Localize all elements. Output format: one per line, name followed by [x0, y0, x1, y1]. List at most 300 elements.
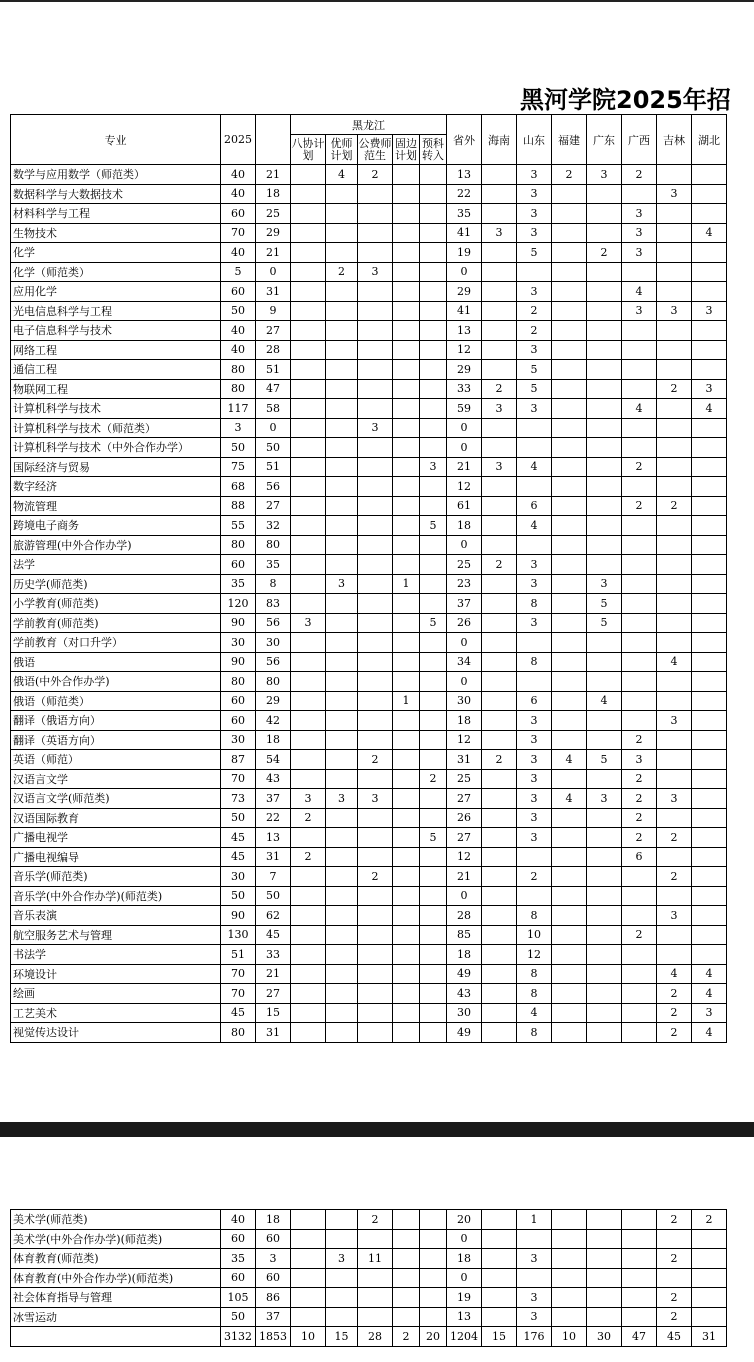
quota-cell: 0: [447, 438, 482, 458]
quota-cell: [420, 243, 447, 263]
quota-cell: 2: [482, 555, 517, 575]
quota-cell: 3: [517, 340, 552, 360]
quota-cell: 80: [221, 1023, 256, 1043]
quota-cell: [326, 672, 358, 692]
quota-cell: [326, 1003, 358, 1023]
quota-cell: [657, 399, 692, 419]
quota-cell: 3: [358, 789, 393, 809]
quota-cell: [657, 438, 692, 458]
quota-cell: [291, 730, 326, 750]
quota-cell: 18: [447, 711, 482, 731]
quota-cell: [291, 984, 326, 1004]
quota-cell: [657, 613, 692, 633]
quota-cell: [358, 594, 393, 614]
quota-cell: 30: [221, 867, 256, 887]
quota-cell: [552, 535, 587, 555]
quota-cell: [326, 1268, 358, 1288]
quota-cell: [291, 945, 326, 965]
quota-cell: 2: [692, 1210, 727, 1230]
quota-cell: [291, 769, 326, 789]
quota-cell: 3: [517, 789, 552, 809]
quota-cell: 2: [657, 1210, 692, 1230]
quota-cell: [482, 847, 517, 867]
quota-cell: [587, 964, 622, 984]
quota-cell: 5: [587, 594, 622, 614]
quota-cell: 3: [482, 399, 517, 419]
quota-cell: 12: [447, 340, 482, 360]
quota-cell: [587, 223, 622, 243]
quota-cell: [420, 360, 447, 380]
quota-cell: [420, 1288, 447, 1308]
quota-cell: [692, 262, 727, 282]
quota-cell: [692, 574, 727, 594]
quota-cell: [420, 925, 447, 945]
quota-cell: [587, 945, 622, 965]
quota-cell: [326, 399, 358, 419]
quota-cell: 26: [447, 613, 482, 633]
quota-cell: [692, 711, 727, 731]
quota-cell: 2: [420, 769, 447, 789]
quota-cell: [482, 1229, 517, 1249]
quota-cell: [420, 1268, 447, 1288]
quota-cell: [291, 633, 326, 653]
quota-cell: 37: [256, 1307, 291, 1327]
quota-cell: [291, 1268, 326, 1288]
quota-cell: 3: [517, 769, 552, 789]
quota-cell: [587, 1229, 622, 1249]
quota-cell: [622, 1288, 657, 1308]
quota-cell: 27: [256, 496, 291, 516]
quota-cell: 33: [447, 379, 482, 399]
quota-cell: [587, 672, 622, 692]
quota-cell: [393, 808, 420, 828]
quota-cell: [291, 672, 326, 692]
quota-cell: 51: [256, 457, 291, 477]
quota-cell: [622, 672, 657, 692]
quota-cell: 4: [587, 691, 622, 711]
quota-cell: [358, 399, 393, 419]
quota-cell: [657, 204, 692, 224]
quota-cell: [622, 574, 657, 594]
quota-cell: [326, 730, 358, 750]
quota-cell: [482, 574, 517, 594]
quota-cell: 27: [256, 321, 291, 341]
quota-cell: 32: [256, 516, 291, 536]
quota-cell: 29: [447, 282, 482, 302]
quota-cell: 80: [221, 379, 256, 399]
quota-cell: [420, 886, 447, 906]
quota-cell: 40: [221, 165, 256, 185]
quota-cell: [420, 867, 447, 887]
quota-cell: [358, 243, 393, 263]
quota-cell: [587, 925, 622, 945]
quota-cell: [587, 808, 622, 828]
quota-cell: [393, 711, 420, 731]
quota-cell: [517, 1229, 552, 1249]
table-row: [11, 672, 727, 692]
quota-cell: [587, 1307, 622, 1327]
quota-cell: [657, 516, 692, 536]
quota-cell: [552, 1023, 587, 1043]
quota-cell: [622, 1268, 657, 1288]
quota-cell: [657, 457, 692, 477]
quota-cell: [420, 964, 447, 984]
table-row: [11, 399, 727, 419]
quota-cell: [358, 945, 393, 965]
quota-cell: 120: [221, 594, 256, 614]
quota-cell: [291, 535, 326, 555]
quota-cell: 50: [221, 301, 256, 321]
quota-cell: 2: [587, 243, 622, 263]
quota-cell: 3: [326, 1249, 358, 1269]
quota-cell: 2: [482, 750, 517, 770]
major-name-cell: 美术学(师范类): [11, 1210, 221, 1230]
quota-cell: 50: [256, 886, 291, 906]
quota-cell: [420, 1307, 447, 1327]
major-name-cell: 广播电视编导: [11, 847, 221, 867]
quota-cell: 3: [517, 711, 552, 731]
quota-cell: 83: [256, 594, 291, 614]
quota-cell: 2: [657, 1003, 692, 1023]
quota-cell: [692, 243, 727, 263]
quota-cell: [552, 321, 587, 341]
quota-cell: [587, 555, 622, 575]
quota-cell: 2: [622, 808, 657, 828]
quota-cell: [622, 652, 657, 672]
quota-cell: 21: [447, 867, 482, 887]
quota-cell: 176: [517, 1327, 552, 1347]
quota-cell: [291, 1288, 326, 1308]
quota-cell: [657, 360, 692, 380]
table-row: [11, 321, 727, 341]
quota-cell: [657, 633, 692, 653]
quota-cell: 19: [447, 243, 482, 263]
quota-cell: [420, 652, 447, 672]
quota-cell: 3: [622, 750, 657, 770]
quota-cell: [291, 379, 326, 399]
quota-cell: [326, 769, 358, 789]
major-name-cell: 国际经济与贸易: [11, 457, 221, 477]
major-name-cell: 通信工程: [11, 360, 221, 380]
quota-cell: 5: [517, 379, 552, 399]
quota-cell: [657, 340, 692, 360]
quota-cell: [291, 301, 326, 321]
quota-cell: [692, 906, 727, 926]
quota-cell: [692, 457, 727, 477]
table-row: [11, 1210, 727, 1230]
quota-cell: [358, 574, 393, 594]
quota-cell: [482, 1288, 517, 1308]
quota-cell: [358, 457, 393, 477]
quota-cell: 18: [447, 1249, 482, 1269]
quota-cell: [326, 847, 358, 867]
quota-cell: [291, 1210, 326, 1230]
quota-cell: 2: [517, 867, 552, 887]
quota-cell: 43: [447, 984, 482, 1004]
quota-cell: [552, 711, 587, 731]
quota-cell: [657, 1268, 692, 1288]
major-name-cell: 历史学(师范类): [11, 574, 221, 594]
quota-cell: [482, 1307, 517, 1327]
quota-cell: [326, 886, 358, 906]
quota-cell: 50: [221, 1307, 256, 1327]
quota-cell: 80: [256, 535, 291, 555]
quota-cell: 25: [447, 555, 482, 575]
quota-cell: 31: [447, 750, 482, 770]
quota-cell: [291, 184, 326, 204]
major-name-cell: 翻译（俄语方向）: [11, 711, 221, 731]
quota-cell: [393, 457, 420, 477]
quota-cell: [692, 1307, 727, 1327]
table-row: [11, 730, 727, 750]
quota-cell: [358, 438, 393, 458]
quota-cell: 2: [622, 496, 657, 516]
quota-cell: 60: [256, 1229, 291, 1249]
quota-cell: [517, 418, 552, 438]
quota-cell: [552, 672, 587, 692]
quota-cell: [291, 340, 326, 360]
quota-cell: [622, 477, 657, 497]
quota-cell: [326, 711, 358, 731]
quota-cell: [587, 1268, 622, 1288]
table-row: [11, 340, 727, 360]
quota-cell: [517, 847, 552, 867]
quota-cell: [326, 535, 358, 555]
quota-cell: 5: [420, 828, 447, 848]
quota-cell: [420, 282, 447, 302]
quota-cell: [291, 652, 326, 672]
quota-cell: [587, 477, 622, 497]
quota-cell: [291, 964, 326, 984]
major-name-cell: 小学教育(师范类): [11, 594, 221, 614]
quota-cell: [393, 984, 420, 1004]
quota-cell: [552, 652, 587, 672]
quota-cell: 3: [517, 1288, 552, 1308]
quota-cell: [692, 1268, 727, 1288]
quota-cell: [393, 165, 420, 185]
quota-cell: 7: [256, 867, 291, 887]
quota-cell: 22: [447, 184, 482, 204]
quota-cell: 30: [221, 730, 256, 750]
quota-cell: 13: [447, 165, 482, 185]
quota-cell: 40: [221, 243, 256, 263]
quota-cell: [393, 867, 420, 887]
quota-cell: 60: [221, 691, 256, 711]
quota-cell: [358, 984, 393, 1004]
quota-cell: 1: [393, 691, 420, 711]
quota-cell: [587, 496, 622, 516]
quota-cell: [692, 613, 727, 633]
quota-cell: [622, 360, 657, 380]
quota-cell: [587, 1249, 622, 1269]
quota-cell: [482, 789, 517, 809]
quota-cell: [358, 711, 393, 731]
quota-cell: 8: [517, 652, 552, 672]
quota-cell: [326, 223, 358, 243]
table-row: [11, 633, 727, 653]
quota-cell: 4: [517, 516, 552, 536]
quota-cell: [692, 438, 727, 458]
quota-cell: [552, 594, 587, 614]
quota-cell: [587, 847, 622, 867]
quota-cell: [393, 1229, 420, 1249]
quota-cell: [692, 321, 727, 341]
quota-cell: [326, 750, 358, 770]
col-province: 湖北: [692, 115, 727, 165]
quota-cell: [291, 418, 326, 438]
quota-cell: [692, 652, 727, 672]
quota-cell: [420, 691, 447, 711]
table-row: [11, 301, 727, 321]
major-name-cell: 音乐学(师范类): [11, 867, 221, 887]
quota-cell: [692, 360, 727, 380]
quota-cell: [692, 633, 727, 653]
quota-cell: 1853: [256, 1327, 291, 1347]
quota-cell: [587, 633, 622, 653]
quota-cell: [358, 360, 393, 380]
quota-cell: [393, 789, 420, 809]
quota-cell: 4: [552, 789, 587, 809]
quota-cell: 70: [221, 223, 256, 243]
quota-cell: [657, 750, 692, 770]
quota-cell: [482, 282, 517, 302]
quota-cell: [420, 1023, 447, 1043]
quota-cell: [482, 711, 517, 731]
quota-cell: [657, 262, 692, 282]
quota-cell: [552, 184, 587, 204]
quota-cell: 88: [221, 496, 256, 516]
quota-cell: [358, 691, 393, 711]
quota-cell: [358, 496, 393, 516]
quota-cell: [291, 906, 326, 926]
quota-cell: [552, 1003, 587, 1023]
quota-cell: [552, 691, 587, 711]
quota-cell: [657, 555, 692, 575]
page-title: 黑河学院2025年招: [520, 86, 731, 114]
quota-cell: [692, 945, 727, 965]
quota-cell: [587, 535, 622, 555]
major-name-cell: 体育教育(师范类): [11, 1249, 221, 1269]
quota-cell: 40: [221, 340, 256, 360]
quota-cell: 12: [447, 847, 482, 867]
quota-cell: [482, 262, 517, 282]
quota-cell: [393, 847, 420, 867]
quota-cell: [420, 1210, 447, 1230]
quota-cell: [358, 516, 393, 536]
major-name-cell: 化学: [11, 243, 221, 263]
quota-cell: [291, 691, 326, 711]
quota-cell: [552, 964, 587, 984]
quota-cell: [393, 262, 420, 282]
quota-cell: 3: [517, 204, 552, 224]
quota-cell: 41: [447, 301, 482, 321]
quota-cell: [552, 867, 587, 887]
quota-cell: 15: [256, 1003, 291, 1023]
quota-cell: [326, 1307, 358, 1327]
quota-cell: [692, 1249, 727, 1269]
quota-cell: [482, 594, 517, 614]
quota-cell: [291, 886, 326, 906]
quota-cell: [482, 925, 517, 945]
quota-cell: 4: [326, 165, 358, 185]
quota-cell: [393, 633, 420, 653]
quota-cell: [326, 945, 358, 965]
quota-cell: 2: [657, 496, 692, 516]
quota-cell: 45: [221, 828, 256, 848]
quota-cell: 60: [221, 282, 256, 302]
quota-cell: [482, 769, 517, 789]
quota-cell: 15: [326, 1327, 358, 1347]
quota-cell: 22: [256, 808, 291, 828]
quota-cell: [552, 204, 587, 224]
quota-cell: [358, 379, 393, 399]
quota-cell: 3: [358, 418, 393, 438]
quota-cell: 2: [622, 730, 657, 750]
quota-cell: [587, 301, 622, 321]
quota-cell: [622, 535, 657, 555]
quota-cell: [482, 652, 517, 672]
quota-cell: [393, 594, 420, 614]
quota-cell: 2: [622, 925, 657, 945]
quota-cell: 2: [657, 1023, 692, 1043]
quota-cell: 33: [256, 945, 291, 965]
quota-cell: 80: [256, 672, 291, 692]
quota-cell: 3: [482, 457, 517, 477]
quota-cell: [622, 438, 657, 458]
quota-cell: [326, 984, 358, 1004]
quota-cell: [420, 496, 447, 516]
quota-cell: 80: [221, 672, 256, 692]
quota-cell: [587, 282, 622, 302]
quota-cell: 60: [221, 1229, 256, 1249]
quota-cell: 60: [221, 555, 256, 575]
quota-cell: 31: [256, 282, 291, 302]
quota-cell: [552, 262, 587, 282]
quota-cell: [622, 1307, 657, 1327]
quota-cell: 3: [358, 262, 393, 282]
quota-cell: [358, 223, 393, 243]
quota-cell: 56: [256, 613, 291, 633]
quota-cell: [393, 399, 420, 419]
major-name-cell: 俄语: [11, 652, 221, 672]
quota-cell: [657, 847, 692, 867]
quota-cell: [358, 301, 393, 321]
table-row: [11, 1327, 727, 1347]
quota-cell: [482, 165, 517, 185]
quota-cell: [482, 964, 517, 984]
quota-cell: 86: [256, 1288, 291, 1308]
quota-cell: [291, 516, 326, 536]
quota-cell: 4: [692, 964, 727, 984]
quota-cell: 0: [447, 633, 482, 653]
quota-cell: [482, 301, 517, 321]
table-row: [11, 769, 727, 789]
quota-cell: 56: [256, 652, 291, 672]
quota-cell: [326, 594, 358, 614]
quota-cell: 60: [256, 1268, 291, 1288]
quota-cell: 4: [517, 1003, 552, 1023]
quota-cell: 2: [358, 750, 393, 770]
quota-cell: 3: [517, 223, 552, 243]
quota-cell: 75: [221, 457, 256, 477]
major-name-cell: 社会体育指导与管理: [11, 1288, 221, 1308]
col-hlj-sub: 预科转入: [420, 135, 447, 165]
quota-cell: 4: [692, 399, 727, 419]
quota-cell: 2: [291, 808, 326, 828]
quota-cell: [692, 789, 727, 809]
quota-cell: [482, 945, 517, 965]
quota-cell: [622, 516, 657, 536]
